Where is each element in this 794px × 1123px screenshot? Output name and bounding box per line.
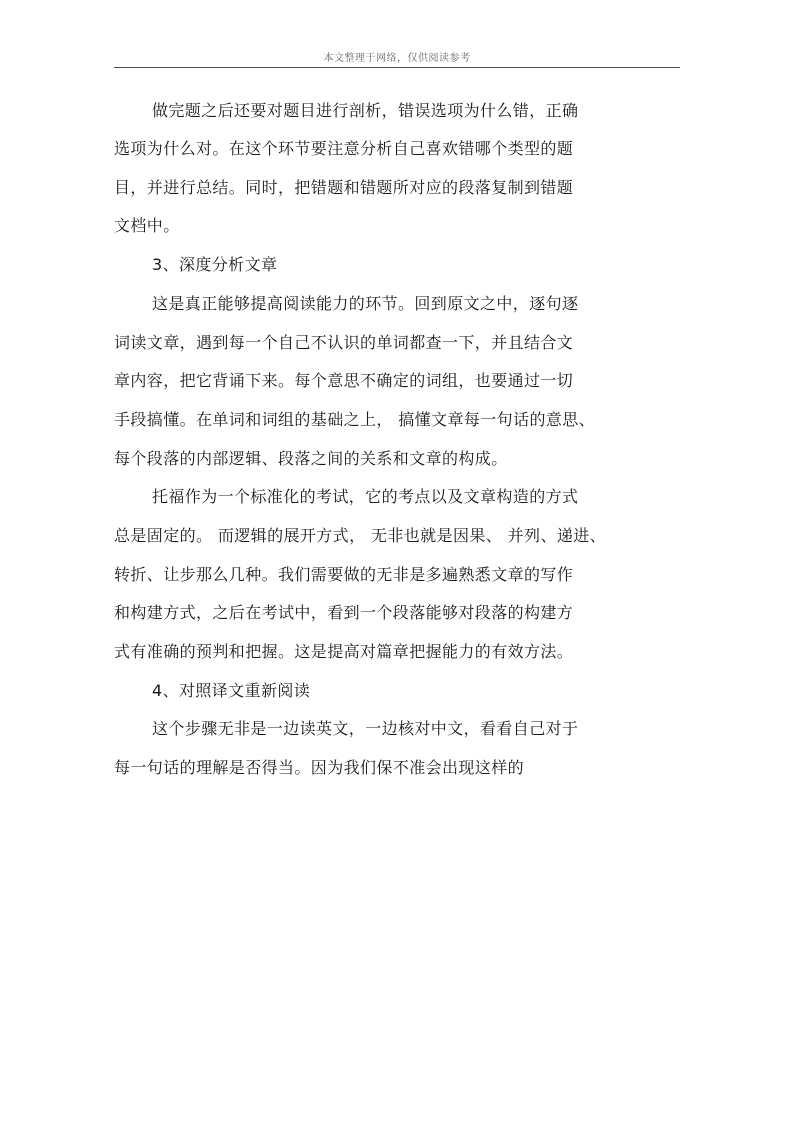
text-line: 选项为什么对。在这个环节要注意分析自己喜欢错哪个类型的题: [114, 139, 574, 158]
text-line: 手段搞懂。在单词和词组的基础之上， 搞懂文章每一句话的意思、: [114, 410, 596, 429]
text-line: 每个段落的内部逻辑、段落之间的关系和文章的构成。: [114, 449, 508, 468]
text-line: 转折、让步那么几种。我们需要做的无非是多遍熟悉文章的写作: [114, 565, 574, 584]
text-line: 文档中。: [114, 216, 180, 235]
text-line: 托福作为一个标准化的考试，它的考点以及文章构造的方式: [152, 487, 579, 506]
text-line: 每一句话的理解是否得当。因为我们保不准会出现这样的: [114, 758, 525, 777]
page-header: 本文整理于网络，仅供阅读参考: [323, 53, 471, 64]
text-line: 和构建方式，之后在考试中，看到一个段落能够对段落的构建方: [114, 603, 574, 622]
header-rule: [114, 67, 680, 68]
text-line: 式有准确的预判和把握。这是提高对篇章把握能力的有效方法。: [114, 642, 574, 661]
text-line: 这是真正能够提高阅读能力的环节。回到原文之中，逐句逐: [152, 294, 579, 313]
section-heading: 4、对照译文重新阅读: [152, 681, 311, 700]
section-heading: 3、深度分析文章: [152, 255, 278, 274]
text-line: 总是固定的。 而逻辑的展开方式， 无非也就是因果、 并列、递进、: [114, 526, 607, 545]
text-line: 词读文章，遇到每一个自己不认识的单词都查一下，并且结合文: [114, 333, 574, 352]
text-line: 目，并进行总结。同时，把错题和错题所对应的段落复制到错题: [114, 178, 574, 197]
text-line: 做完题之后还要对题目进行剖析，错误选项为什么错，正确: [152, 101, 579, 120]
text-line: 章内容，把它背诵下来。每个意思不确定的词组，也要通过一切: [114, 371, 574, 390]
text-line: 这个步骤无非是一边读英文，一边核对中文，看看自己对于: [152, 719, 579, 738]
